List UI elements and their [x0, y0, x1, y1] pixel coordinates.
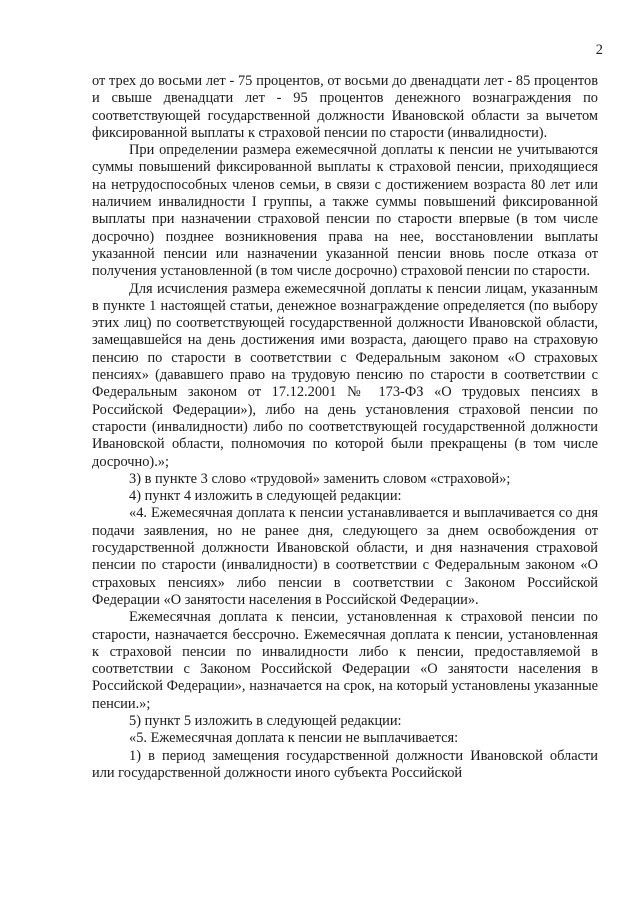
paragraph: «4. Ежемесячная доплата к пенсии устанавливается и выплачивается со дня подачи заявления, но не ранее дня, следующего за днем освобождения от государственной должности Ивановской области, и дня назначения страховой пенсии по старости (инвалидности) в соответствии с Федеральным законом «О страховых пенсиях» либо пенсии в соответствии с Законом Российской Федерации «О занятости населения в Российской Федерации».: [92, 505, 598, 608]
paragraph: «5. Ежемесячная доплата к пенсии не выплачивается:: [129, 730, 459, 747]
paragraph: 5) пункт 5 изложить в следующей редакции:: [129, 712, 402, 729]
paragraph: 4) пункт 4 изложить в следующей редакции:: [129, 488, 402, 505]
page-number: 2: [595, 42, 603, 58]
paragraph: Ежемесячная доплата к пенсии, установленная к страховой пенсии по старости, назначается бессрочно. Ежемесячная доплата к пенсии, установленная к страховой пенсии по инвалидности либо к пенсии, предоставляемой в соответствии с Законом Российской Федерации «О занятости населения в Российской Федерации», назначается на срок, на который установлены указанные пенсии.»;: [92, 609, 598, 712]
paragraph-continuation: от трех до восьми лет - 75 процентов, от восьми до двенадцати лет - 85 процентов и свыше двенадцати лет - 95 процентов денежного вознаграждения по соответствующей государственной должности Ивановской области за вычетом фиксированной выплаты к страховой пенсии по старости (инвалидности).: [92, 73, 598, 141]
document-body: [92, 73, 598, 782]
paragraph: 1) в период замещения государственной должности Ивановской области или государственной должности иного субъекта Российской: [92, 747, 598, 781]
paragraph: 3) в пункте 3 слово «трудовой» заменить словом «страховой»;: [129, 470, 511, 487]
paragraph: При определении размера ежемесячной доплаты к пенсии не учитываются суммы повышений фиксированной выплаты к страховой пенсии, приходящиеся на нетрудоспособных членов семьи, в связи с достижением возраста 80 лет или наличием инвалидности I группы, а также суммы повышений фиксированной выплаты при назначении страховой пенсии по старости впервые (в том числе досрочно) позднее возникновения права на нее, восстановлении выплаты указанной пенсии или назначении указанной пенсии вновь после отказа от получения установленной (в том числе досрочно) страховой пенсии по старости.: [92, 142, 598, 280]
paragraph: Для исчисления размера ежемесячной доплаты к пенсии лицам, указанным в пункте 1 настоящей статьи, денежное вознаграждение определяется (по выбору этих лиц) по соответствующей государственной должности Ивановской области, замещавшейся на день достижения ими возраста, дающего право на страховую пенсию по старости в соответствии с Федеральным законом «О страховых пенсиях» (дававшего право на трудовую пенсию по старости в соответствии с Федеральным законом от 17.12.2001 № 173-ФЗ «О трудовых пенсиях в Российской Федерации»), либо на день установления страховой пенсии по старости (инвалидности) либо по соответствующей государственной должности Ивановской области, полномочия по которой были прекращены (в том числе досрочно).»;: [92, 280, 598, 470]
